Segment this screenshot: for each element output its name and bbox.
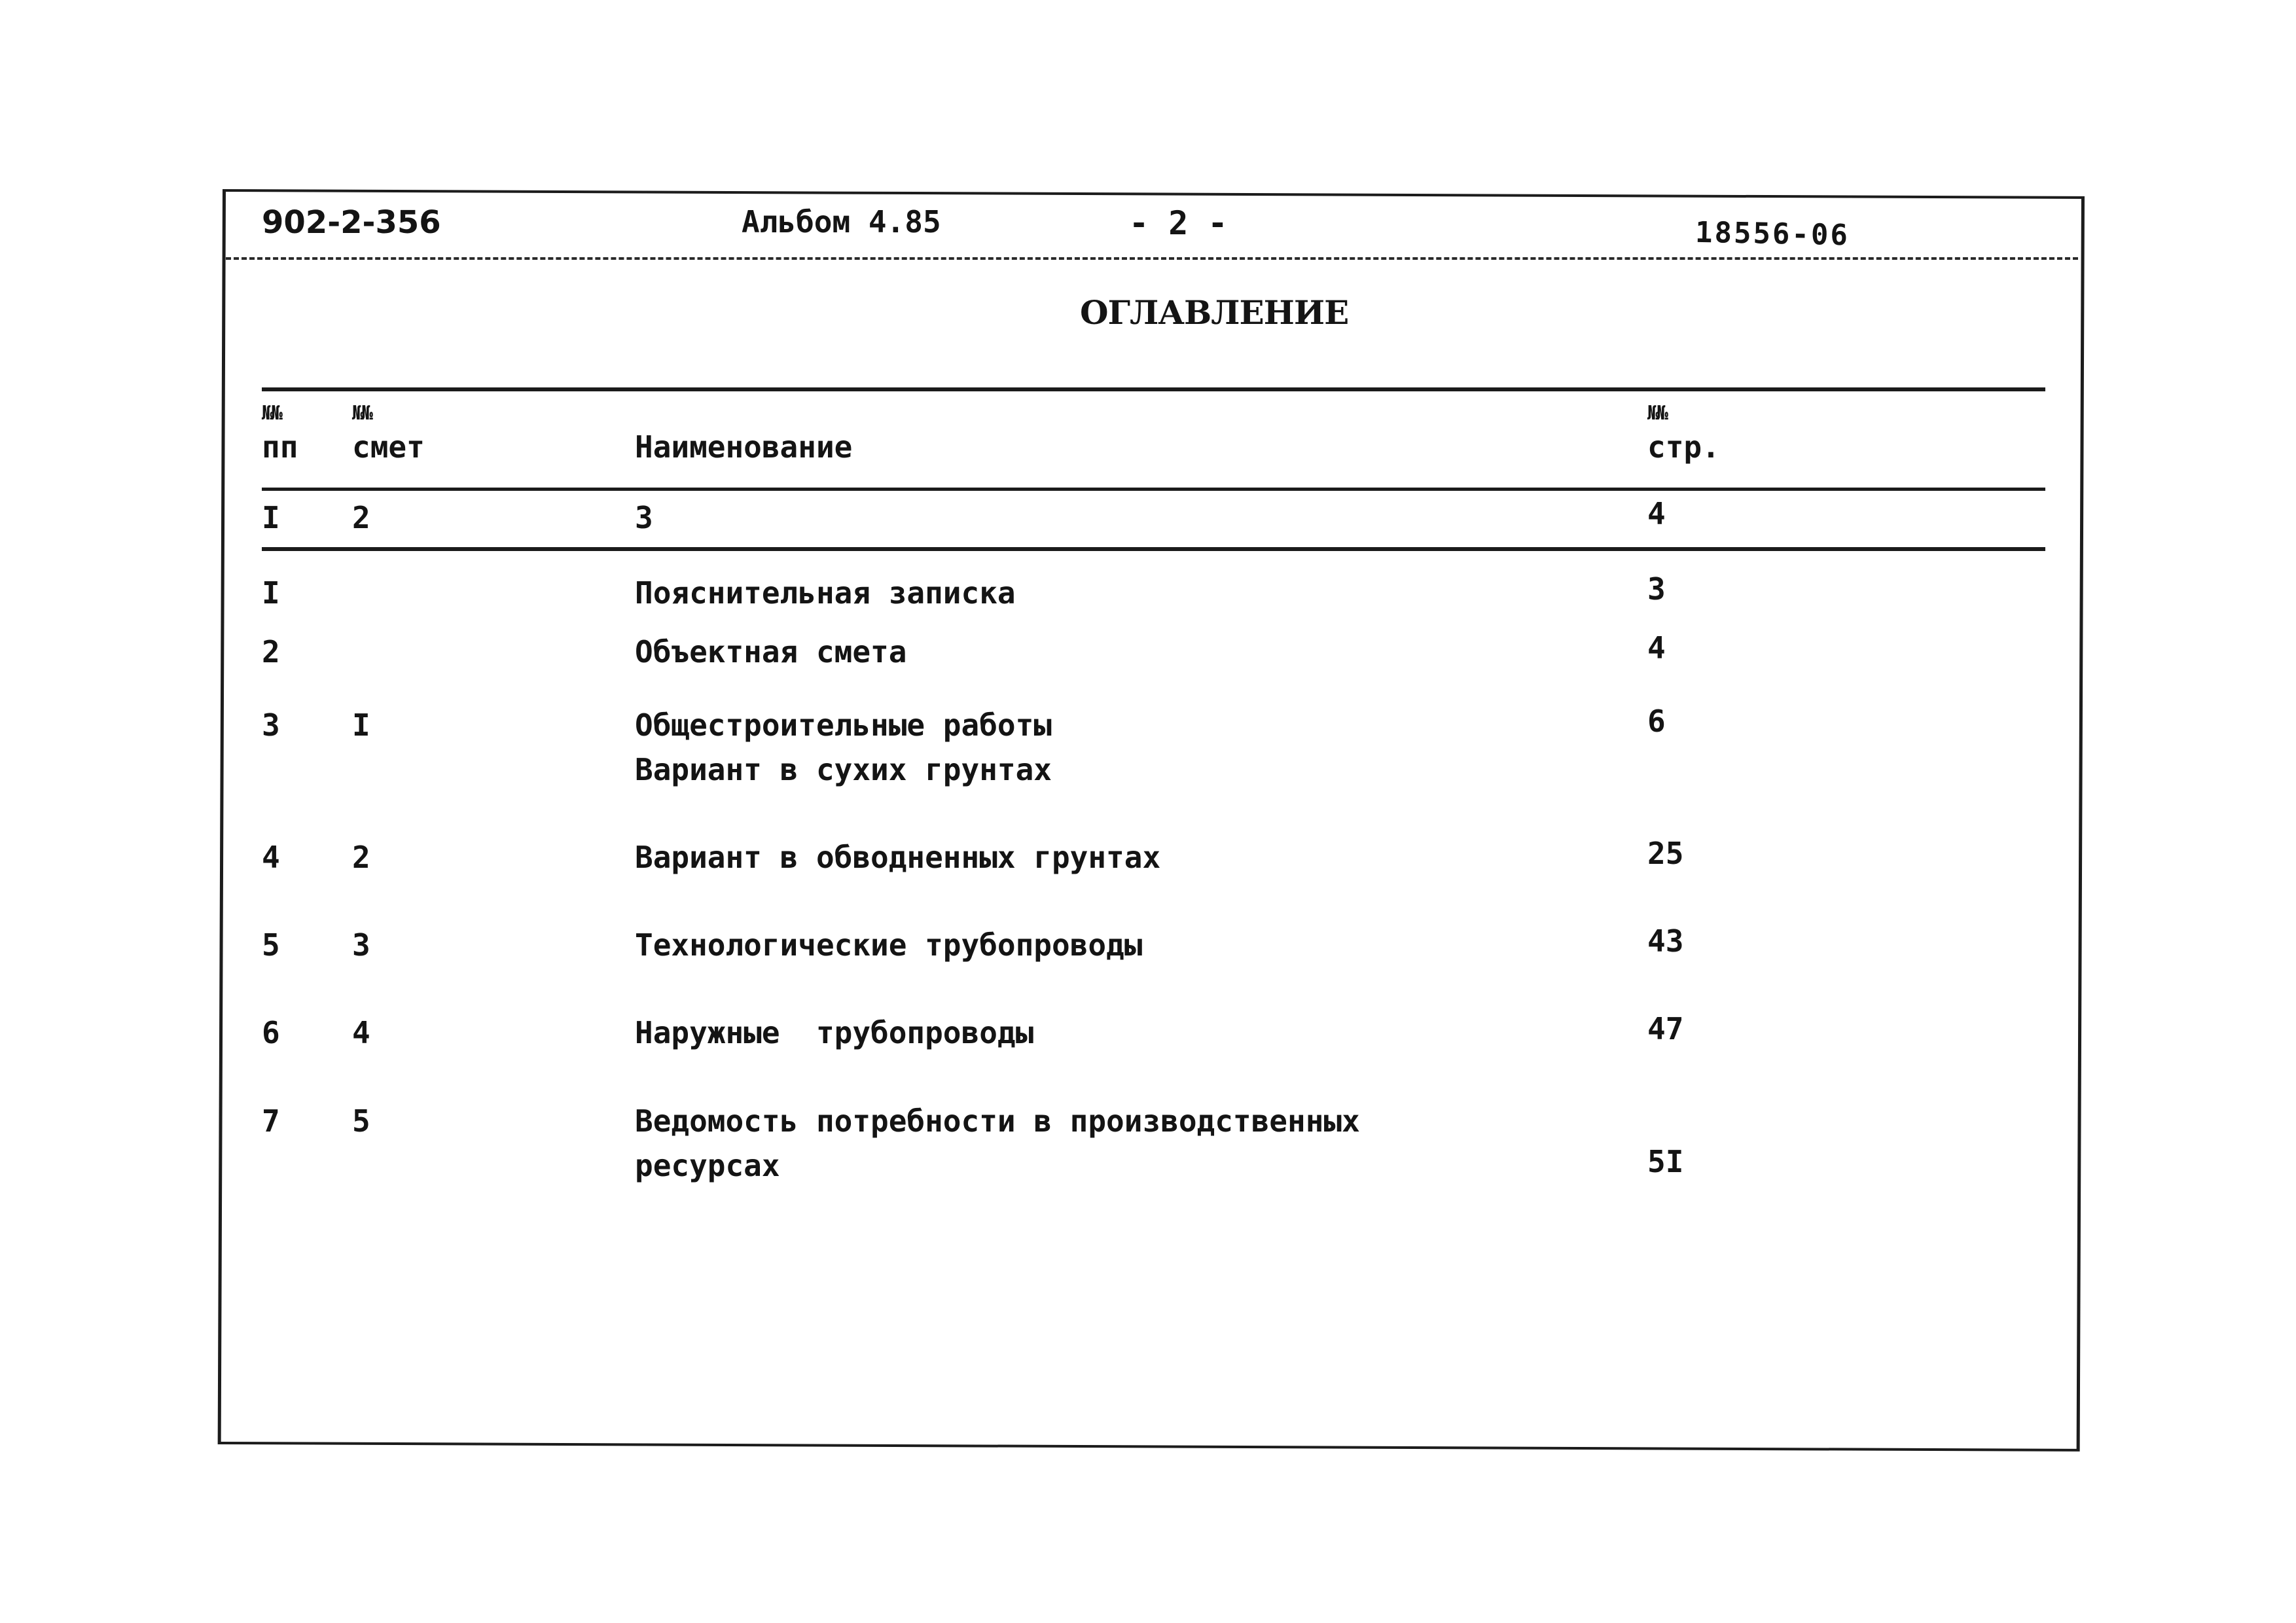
row-pp: 4 — [262, 840, 280, 875]
row-page: 25 — [1647, 836, 1684, 871]
album-label: Альбом 4.85 — [742, 204, 941, 240]
row-pp: I — [262, 575, 280, 611]
row-name: Объектная смета — [635, 634, 907, 669]
row-page: 47 — [1647, 1011, 1684, 1046]
col-number: 3 — [635, 500, 653, 535]
row-page: 43 — [1647, 923, 1684, 959]
col-number: I — [262, 500, 280, 535]
row-page: 6 — [1647, 704, 1666, 739]
row-name: Ведомость потребности в производственных — [635, 1103, 1360, 1139]
row-smeta: 3 — [352, 927, 370, 963]
row-name: Наружные трубопроводы — [635, 1015, 1034, 1050]
col-header-page-mark: №№ — [1647, 402, 1666, 425]
col-header-pp: пп — [262, 429, 298, 465]
numbering-bottom-rule — [262, 547, 2045, 551]
col-number: 4 — [1647, 496, 1666, 531]
row-page: 5I — [1647, 1144, 1684, 1179]
row-pp: 2 — [262, 634, 280, 669]
page-number: - 2 - — [1129, 204, 1228, 242]
row-pp: 6 — [262, 1015, 280, 1050]
col-number: 2 — [352, 500, 370, 535]
row-page: 3 — [1647, 571, 1666, 607]
row-pp: 7 — [262, 1103, 280, 1139]
row-smeta: 2 — [352, 840, 370, 875]
table-top-rule — [262, 387, 2045, 391]
header-bottom-rule — [262, 488, 2045, 491]
row-name: Технологические трубопроводы — [635, 927, 1143, 963]
col-header-name: Наименование — [635, 429, 853, 465]
row-name-line2: ресурсах — [635, 1148, 780, 1183]
row-pp: 5 — [262, 927, 280, 963]
row-name: Общестроительные работы — [635, 707, 1052, 743]
row-pp: 3 — [262, 707, 280, 743]
inventory-number: 18556-06 — [1695, 215, 1850, 253]
row-smeta: I — [352, 707, 370, 743]
header-divider — [226, 257, 2078, 260]
doc-code: 902-2-356 — [262, 204, 441, 241]
row-name: Вариант в обводненных грунтах — [635, 840, 1161, 875]
row-smeta: 5 — [352, 1103, 370, 1139]
row-name-line2: Вариант в сухих грунтах — [635, 752, 1052, 787]
col-header-smeta-mark: №№ — [352, 402, 371, 425]
page-title: ОГЛАВЛЕНИЕ — [1080, 293, 1349, 332]
row-page: 4 — [1647, 630, 1666, 666]
page-frame — [218, 189, 2085, 1452]
col-header-page: стр. — [1647, 429, 1720, 465]
col-header-pp-mark: №№ — [262, 402, 281, 425]
row-name: Пояснительная записка — [635, 575, 1016, 611]
col-header-smeta: смет — [352, 429, 425, 465]
row-smeta: 4 — [352, 1015, 370, 1050]
